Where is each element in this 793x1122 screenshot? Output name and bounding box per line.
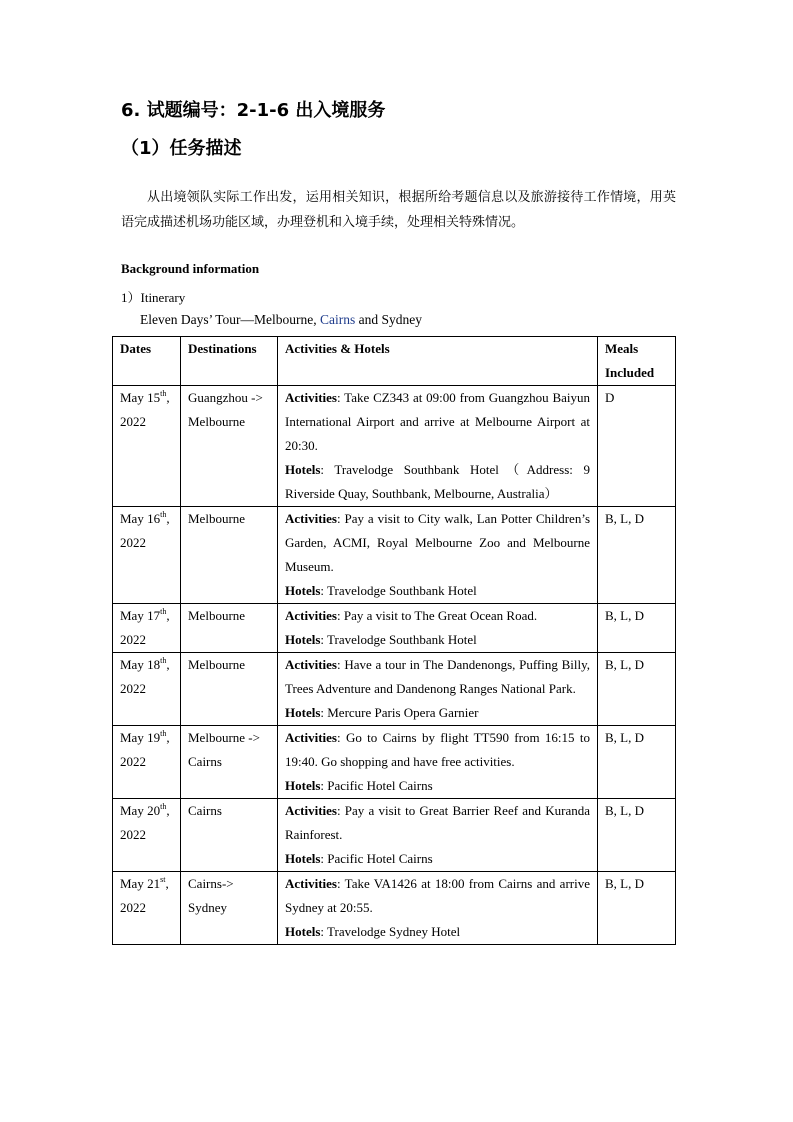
hotels-label: Hotels bbox=[285, 851, 321, 866]
activities-text: : Go to Cairns by flight TT590 from 16:15 to 19:40. Go shopping and have free activities. bbox=[285, 730, 590, 769]
tour-title-cairns: Cairns bbox=[320, 312, 356, 327]
activities-label: Activities bbox=[285, 730, 337, 745]
hotels-line bbox=[285, 458, 590, 506]
activities-cell bbox=[278, 386, 598, 507]
tour-title bbox=[140, 312, 422, 328]
section-heading: 6. 试题编号：2-1-6 出入境服务 bbox=[121, 100, 386, 121]
hotels-text: : Travelodge Southbank Hotel（Address: 9 Riverside Quay, Southbank, Melbourne, Australia） bbox=[285, 462, 590, 501]
activities-text: : Have a tour in The Dandenongs, Puffing Billy, Trees Adventure and Dandenong Ranges National Park. bbox=[285, 657, 590, 696]
date-year: , 2022 bbox=[120, 511, 170, 550]
activities-label: Activities bbox=[285, 803, 337, 818]
header-dates: Dates bbox=[113, 337, 181, 386]
table-row bbox=[113, 386, 676, 507]
hotels-line bbox=[285, 579, 590, 603]
destination-cell: Melbourne bbox=[181, 653, 278, 726]
table-row bbox=[113, 507, 676, 604]
hotels-line bbox=[285, 847, 590, 871]
date-suffix: th bbox=[160, 802, 167, 811]
date-year: , 2022 bbox=[120, 876, 169, 915]
activities-text: : Pay a visit to The Great Ocean Road. bbox=[336, 608, 538, 623]
header-destinations: Destinations bbox=[181, 337, 278, 386]
activities-line bbox=[285, 507, 590, 579]
task-subheading: （1）任务描述 bbox=[121, 138, 242, 159]
background-title: Background information bbox=[121, 261, 260, 276]
date-suffix: th bbox=[160, 389, 167, 398]
hotels-text: : Travelodge Southbank Hotel bbox=[320, 583, 477, 598]
hotels-label: Hotels bbox=[285, 778, 321, 793]
meals-cell: D bbox=[598, 386, 676, 507]
activities-cell bbox=[278, 507, 598, 604]
destination-cell: Cairns bbox=[181, 799, 278, 872]
hotels-line bbox=[285, 920, 590, 944]
activities-label: Activities bbox=[285, 608, 337, 623]
tour-title-prefix: Eleven Days’ Tour—Melbourne, bbox=[140, 312, 321, 327]
activities-line bbox=[285, 872, 590, 920]
hotels-text: : Pacific Hotel Cairns bbox=[320, 778, 433, 793]
meals-cell: B, L, D bbox=[598, 604, 676, 653]
destination-cell: Melbourne -> Cairns bbox=[181, 726, 278, 799]
itinerary-label: 1）Itinerary bbox=[121, 290, 186, 305]
destination-cell: Guangzhou -> Melbourne bbox=[181, 386, 278, 507]
table-row bbox=[113, 799, 676, 872]
date-cell bbox=[113, 653, 181, 726]
hotels-label: Hotels bbox=[285, 924, 321, 939]
activities-text: : Take CZ343 at 09:00 from Guangzhou Baiyun International Airport and arrive at Melbourne Airport at 20:30. bbox=[285, 390, 590, 453]
table-header-row bbox=[113, 337, 676, 386]
activities-cell bbox=[278, 604, 598, 653]
activities-cell bbox=[278, 799, 598, 872]
hotels-line bbox=[285, 774, 590, 798]
activities-text: : Pay a visit to City walk, Lan Potter Children’s Garden, ACMI, Royal Melbourne Zoo and Melbourne Museum. bbox=[285, 511, 590, 574]
table-row bbox=[113, 604, 676, 653]
hotels-line bbox=[285, 701, 590, 725]
date-cell bbox=[113, 726, 181, 799]
hotels-text: : Travelodge Sydney Hotel bbox=[320, 924, 461, 939]
date-year: , 2022 bbox=[120, 730, 170, 769]
date-year: , 2022 bbox=[120, 608, 170, 647]
meals-cell: B, L, D bbox=[598, 799, 676, 872]
activities-label: Activities bbox=[285, 511, 337, 526]
activities-line bbox=[285, 653, 590, 701]
date-suffix: th bbox=[160, 607, 167, 616]
activities-cell bbox=[278, 872, 598, 945]
date-text: May 19 bbox=[120, 730, 161, 745]
table-row bbox=[113, 726, 676, 799]
meals-cell: B, L, D bbox=[598, 653, 676, 726]
date-year: , 2022 bbox=[120, 390, 170, 429]
hotels-label: Hotels bbox=[285, 462, 321, 477]
date-text: May 18 bbox=[120, 657, 161, 672]
destination-cell: Melbourne bbox=[181, 507, 278, 604]
hotels-label: Hotels bbox=[285, 705, 321, 720]
activities-cell bbox=[278, 726, 598, 799]
date-cell bbox=[113, 799, 181, 872]
meals-cell: B, L, D bbox=[598, 507, 676, 604]
activities-line bbox=[285, 604, 590, 628]
date-year: , 2022 bbox=[120, 803, 170, 842]
task-description: 从出境领队实际工作出发，运用相关知识，根据所给考题信息以及旅游接待工作情境，用英语完成描述机场功能区域，办理登机和入境手续，处理相关特殊情况。 bbox=[121, 190, 676, 230]
hotels-text: : Travelodge Southbank Hotel bbox=[320, 632, 477, 647]
itinerary-table bbox=[112, 336, 676, 945]
date-suffix: th bbox=[160, 729, 167, 738]
hotels-line bbox=[285, 628, 590, 652]
activities-line bbox=[285, 726, 590, 774]
hotels-label: Hotels bbox=[285, 632, 321, 647]
table-row bbox=[113, 872, 676, 945]
hotels-text: : Pacific Hotel Cairns bbox=[320, 851, 433, 866]
hotels-label: Hotels bbox=[285, 583, 321, 598]
date-text: May 17 bbox=[120, 608, 161, 623]
date-text: May 15 bbox=[120, 390, 161, 405]
date-year: , 2022 bbox=[120, 657, 170, 696]
date-cell bbox=[113, 604, 181, 653]
activities-label: Activities bbox=[285, 390, 337, 405]
date-text: May 21 bbox=[120, 876, 161, 891]
hotels-text: : Mercure Paris Opera Garnier bbox=[320, 705, 479, 720]
table-row bbox=[113, 653, 676, 726]
activities-label: Activities bbox=[285, 657, 337, 672]
date-suffix: st bbox=[160, 875, 166, 884]
date-cell bbox=[113, 507, 181, 604]
header-meals: Meals Included bbox=[598, 337, 676, 386]
activities-line bbox=[285, 386, 590, 458]
meals-cell: B, L, D bbox=[598, 726, 676, 799]
activities-text: : Pay a visit to Great Barrier Reef and Kuranda Rainforest. bbox=[285, 803, 590, 842]
date-cell bbox=[113, 386, 181, 507]
header-activities: Activities & Hotels bbox=[278, 337, 598, 386]
activities-cell bbox=[278, 653, 598, 726]
tour-title-suffix: and Sydney bbox=[355, 312, 423, 327]
activities-label: Activities bbox=[285, 876, 337, 891]
activities-text: : Take VA1426 at 18:00 from Cairns and arrive Sydney at 20:55. bbox=[285, 876, 590, 915]
destination-cell: Cairns-> Sydney bbox=[181, 872, 278, 945]
destination-cell: Melbourne bbox=[181, 604, 278, 653]
date-suffix: th bbox=[160, 656, 167, 665]
date-suffix: th bbox=[160, 510, 167, 519]
date-text: May 20 bbox=[120, 803, 161, 818]
activities-line bbox=[285, 799, 590, 847]
meals-cell: B, L, D bbox=[598, 872, 676, 945]
date-cell bbox=[113, 872, 181, 945]
date-text: May 16 bbox=[120, 511, 161, 526]
